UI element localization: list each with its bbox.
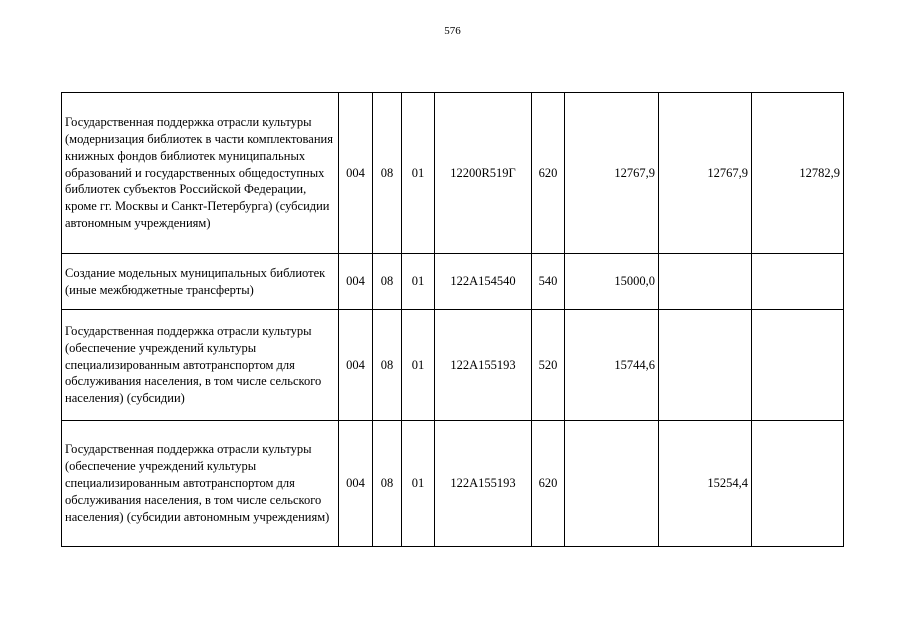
section-code-cell: 08 — [373, 254, 402, 310]
amount-year3-cell: 12782,9 — [752, 93, 844, 254]
expense-kind-cell: 540 — [532, 254, 565, 310]
ministry-code-cell: 004 — [339, 93, 373, 254]
budget-table — [61, 92, 844, 547]
row-name-cell: Создание модельных муниципальных библиотек (иные межбюджетные трансферты) — [62, 254, 339, 310]
ministry-code-cell: 004 — [339, 310, 373, 421]
section-code-cell: 08 — [373, 310, 402, 421]
row-name-cell: Государственная поддержка отрасли культуры (обеспечение учреждений культуры специализированным автотранспортом для обслуживания населения, в том числе сельского населения) (субсидии автономным учреждениям) — [62, 421, 339, 547]
expense-kind-cell: 620 — [532, 93, 565, 254]
target-article-cell: 122A155193 — [435, 421, 532, 547]
subsection-code-cell: 01 — [402, 310, 435, 421]
target-article-cell: 12200R519Г — [435, 93, 532, 254]
amount-year1-cell: 12767,9 — [565, 93, 659, 254]
table-row — [62, 254, 844, 310]
expense-kind-cell: 620 — [532, 421, 565, 547]
section-code-cell: 08 — [373, 93, 402, 254]
ministry-code-cell: 004 — [339, 254, 373, 310]
amount-year1-cell: 15000,0 — [565, 254, 659, 310]
page-number: 576 — [444, 25, 461, 37]
ministry-code-cell: 004 — [339, 421, 373, 547]
amount-year1-cell — [565, 421, 659, 547]
amount-year1-cell: 15744,6 — [565, 310, 659, 421]
target-article-cell: 122A154540 — [435, 254, 532, 310]
table-row — [62, 421, 844, 547]
amount-year2-cell — [659, 254, 752, 310]
table-row — [62, 310, 844, 421]
expense-kind-cell: 520 — [532, 310, 565, 421]
amount-year3-cell — [752, 310, 844, 421]
subsection-code-cell: 01 — [402, 421, 435, 547]
row-name-cell: Государственная поддержка отрасли культуры (обеспечение учреждений культуры специализированным автотранспортом для обслуживания населения, в том числе сельского населения) (субсидии) — [62, 310, 339, 421]
subsection-code-cell: 01 — [402, 254, 435, 310]
amount-year2-cell: 15254,4 — [659, 421, 752, 547]
table-row — [62, 93, 844, 254]
amount-year3-cell — [752, 421, 844, 547]
row-name-cell: Государственная поддержка отрасли культуры (модернизация библиотек в части комплектования книжных фондов библиотек муниципальных образований и государственных общедоступных библиотек субъектов Российской Федерации, кроме гг. Москвы и Санкт-Петербурга) (субсидии автономным учреждениям) — [62, 93, 339, 254]
amount-year2-cell — [659, 310, 752, 421]
section-code-cell: 08 — [373, 421, 402, 547]
target-article-cell: 122A155193 — [435, 310, 532, 421]
amount-year3-cell — [752, 254, 844, 310]
subsection-code-cell: 01 — [402, 93, 435, 254]
amount-year2-cell: 12767,9 — [659, 93, 752, 254]
